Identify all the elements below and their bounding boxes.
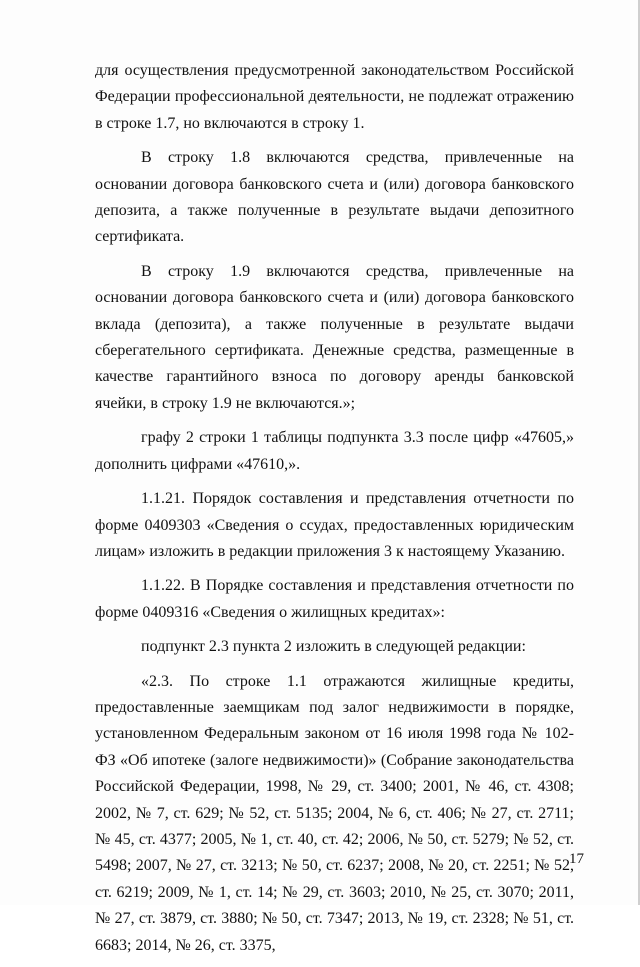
paragraph-1-1-21: 1.1.21. Порядок составления и представления отчетности по форме 0409303 «Сведения о ссудах, предоставленных юридическим лицам» изложить в редакции приложения 3 к настоящему Указанию. [95, 490, 574, 560]
document-body [95, 58, 574, 967]
paragraph-column-2-amendment: графу 2 строки 1 таблицы подпункта 3.3 после цифр «47605,» дополнить цифрами «47610,». [95, 429, 574, 473]
paragraph-1-1-22: 1.1.22. В Порядке составления и представления отчетности по форме 0409316 «Сведения о жилищных кредитах»: [95, 577, 574, 621]
paragraph-line-1-8: В строку 1.8 включаются средства, привлеченные на основании договора банковского счета и (или) договора банковского депозита, а также полученные в результате выдачи депозитного сертификата. [95, 149, 574, 246]
paragraph-continuation: для осуществления предусмотренной законодательством Российской Федерации профессиональной деятельности, не подлежат отражению в строке 1.7, но включаются в строку 1. [95, 62, 574, 132]
paragraph-clause-2-3-text: «2.3. По строке 1.1 отражаются жилищные кредиты, предоставленные заемщикам под залог недвижимости в порядке, установленном Федеральным законом от 16 июля 1998 года № 102-ФЗ «Об ипотеке (залоге недвижимости)» (Собрание законодательства Российской Федерации, 1998, № 29, ст. 3400; 2001, № 46, ст. 4308; 2002, № 7, ст. 629; № 52, ст. 5135; 2004, № 6, ст. 406; № 27, ст. 2711; № 45, ст. 4377; 2005, № 1, ст. 40, ст. 42; 2006, № 50, ст. 5279; № 52, ст. 5498; 2007, № 27, ст. 3213; № 50, ст. 6237; 2008, № 20, ст. 2251; № 52, ст. 6219; 2009, № 1, ст. 14; № 29, ст. 3603; 2010, № 25, ст. 3070; 2011, № 27, ст. 3879, ст. 3880; № 50, ст. 7347; 2013, № 19, ст. 2328; № 51, ст. 6683; 2014, № 26, ст. 3375, [95, 672, 574, 954]
page-number: 17 [569, 851, 584, 867]
paragraph-line-1-9: В строку 1.9 включаются средства, привлеченные на основании договора банковского счета и (или) договора банковского вклада (депозита), а также полученные в результате выдачи сберегательного сертификата. Денежные средства, размещенные в качестве гарантийного взноса по договору аренды банковской ячейки, в строку 1.9 не включаются.»; [95, 262, 574, 412]
paragraph-subclause-2-3: подпункт 2.3 пункта 2 изложить в следующей редакции: [141, 638, 526, 656]
